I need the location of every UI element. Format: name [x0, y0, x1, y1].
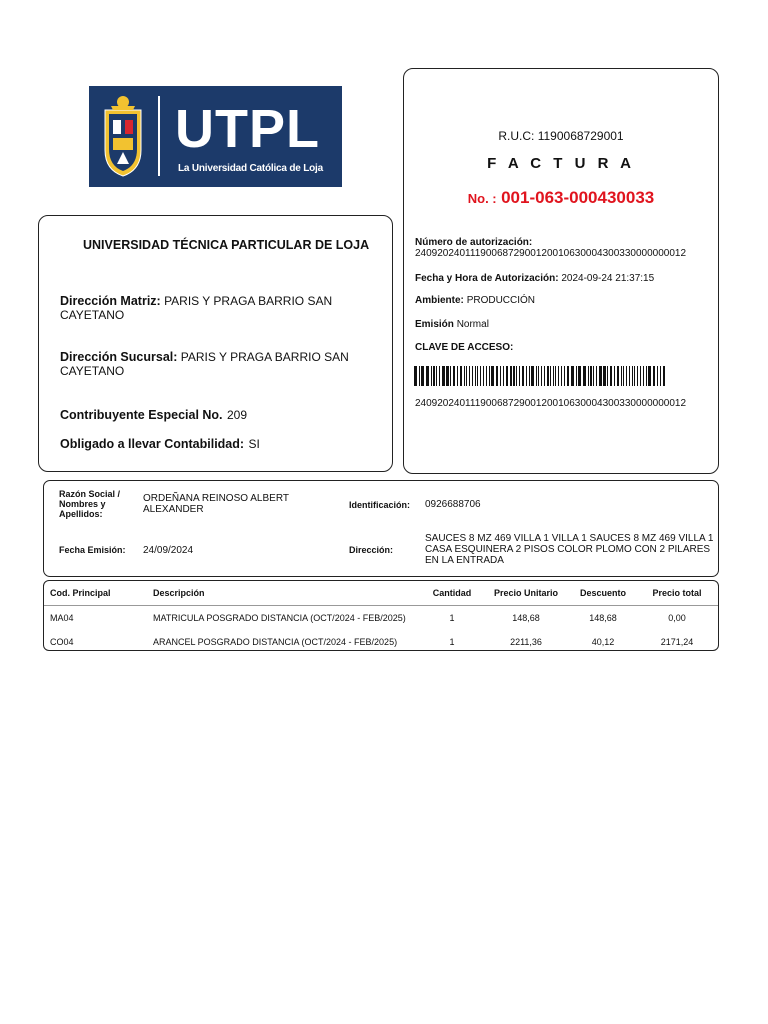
razon-social-value: ORDEÑANA REINOSO ALBERT ALEXANDER	[143, 493, 289, 515]
col-precio-unitario: Precio Unitario	[482, 581, 570, 606]
items-table	[44, 581, 718, 654]
table-row	[44, 630, 718, 654]
client-box	[43, 480, 719, 577]
emision-value: Normal	[456, 319, 489, 330]
direccion-matriz-value: PARIS Y PRAGA BARRIO SAN CAYETANO	[60, 294, 333, 322]
invoice-number-value: 001-063-000430033	[501, 188, 655, 207]
col-descripcion: Descripción	[147, 581, 422, 606]
direccion-sucursal	[60, 350, 360, 378]
cell-cantidad: 1	[449, 637, 455, 647]
fecha-autorizacion-value: 2024-09-24 21:37:15	[561, 273, 655, 284]
contribuyente-especial	[60, 406, 247, 424]
obligado-value: SI	[248, 437, 260, 451]
invoice-box	[403, 68, 719, 474]
ambiente-value: PRODUCCIÓN	[466, 295, 536, 306]
direccion-matriz-label: Dirección Matriz:	[60, 294, 161, 308]
col-precio-total: Precio total	[636, 581, 718, 606]
emision	[415, 319, 489, 330]
cell-precio-total: 2171,24	[660, 637, 694, 647]
contribuyente-label: Contribuyente Especial No.	[60, 408, 223, 422]
autorizacion	[415, 237, 686, 259]
issuer-box	[38, 215, 393, 472]
obligado-contabilidad	[60, 435, 260, 453]
clave-acceso-label: CLAVE DE ACCESO:	[415, 342, 514, 353]
fecha-autorizacion-label: Fecha y Hora de Autorización:	[415, 273, 559, 284]
direccion-matriz	[60, 294, 360, 322]
cell-precio-total: 0,00	[668, 613, 686, 623]
cell-descripcion: ARANCEL POSGRADO DISTANCIA (OCT/2024 - FEB/2025)	[153, 637, 398, 647]
col-cantidad: Cantidad	[422, 581, 482, 606]
logo-divider	[158, 96, 160, 176]
fecha-autorizacion	[415, 273, 654, 284]
table-row	[44, 606, 718, 631]
invoice-number	[404, 188, 718, 208]
ambiente-label: Ambiente:	[415, 295, 464, 306]
direccion-sucursal-label: Dirección Sucursal:	[60, 350, 178, 364]
logo-wordmark: UTPL	[175, 99, 320, 159]
razon-social-label: Razón Social / Nombres y Apellidos:	[59, 489, 121, 519]
cell-precio-unitario: 148,68	[512, 613, 540, 623]
direccion-sucursal-value: PARIS Y PRAGA BARRIO SAN CAYETANO	[60, 350, 349, 378]
autorizacion-value: 2409202401119006872900120010630004300330000000012	[415, 248, 687, 259]
identificacion-label: Identificación:	[349, 500, 411, 510]
cell-precio-unitario: 2211,36	[510, 637, 542, 647]
invoice-number-label: No. :	[467, 191, 497, 206]
cell-descripcion: MATRICULA POSGRADO DISTANCIA (OCT/2024 - FEB/2025)	[153, 613, 406, 623]
cell-cantidad: 1	[449, 613, 455, 623]
utpl-logo	[89, 86, 342, 187]
logo-subtitle: La Universidad Católica de Loja	[178, 163, 323, 174]
items-header-row	[44, 581, 718, 606]
university-crest-icon	[97, 92, 149, 180]
identificacion-value: 0926688706	[425, 499, 481, 510]
fecha-emision-label: Fecha Emisión:	[59, 545, 126, 555]
barcode	[414, 366, 665, 386]
direccion-value: SAUCES 8 MZ 469 VILLA 1 VILLA 1 SAUCES 8 MZ 469 VILLA 1 CASA ESQUINERA 2 PISOS COLOR PLOMO CON 2 PILARES EN LA ENTRADA	[425, 533, 714, 566]
company-name: UNIVERSIDAD TÉCNICA PARTICULAR DE LOJA	[83, 238, 370, 252]
col-cod-principal: Cod. Principal	[44, 581, 147, 606]
autorizacion-label: Número de autorización:	[415, 237, 533, 248]
cell-descuento: 40,12	[591, 637, 615, 647]
contribuyente-value: 209	[226, 408, 248, 422]
barcode-bar	[663, 366, 665, 386]
col-descuento: Descuento	[570, 581, 636, 606]
cell-cod: CO04	[50, 637, 74, 647]
cell-descuento: 148,68	[589, 613, 617, 623]
emision-label: Emisión	[415, 319, 454, 330]
ruc: R.U.C: 1190068729001	[498, 129, 624, 143]
direccion-label: Dirección:	[349, 545, 394, 555]
obligado-label: Obligado a llevar Contabilidad:	[60, 437, 245, 451]
fecha-emision-value: 24/09/2024	[143, 545, 194, 556]
clave-acceso-value: 2409202401119006872900120010630004300330000000012	[415, 398, 687, 409]
items-box	[43, 580, 719, 651]
document-title: F A C T U R A	[487, 155, 635, 172]
cell-cod: MA04	[50, 613, 74, 623]
ambiente	[415, 295, 535, 306]
